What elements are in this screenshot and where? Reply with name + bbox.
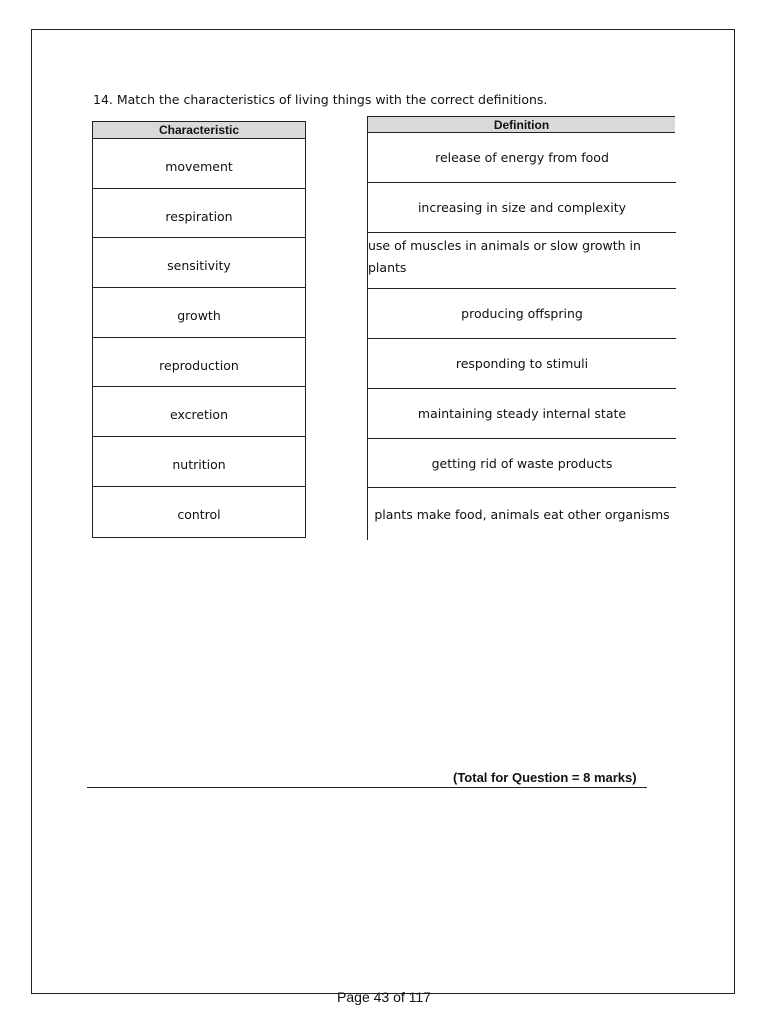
characteristic-cell: nutrition <box>93 437 305 487</box>
characteristic-cell: sensitivity <box>93 238 305 288</box>
definition-cell: maintaining steady internal state <box>368 389 676 439</box>
characteristic-cell: excretion <box>93 387 305 437</box>
characteristic-cell: reproduction <box>93 338 305 388</box>
characteristic-cell: movement <box>93 139 305 189</box>
divider <box>87 787 647 788</box>
characteristic-cell: respiration <box>93 189 305 239</box>
definition-cell: getting rid of waste products <box>368 439 676 488</box>
definition-cell: plants make food, animals eat other organisms <box>374 506 670 522</box>
definition-cell: responding to stimuli <box>368 339 676 389</box>
characteristic-cell: growth <box>93 288 305 338</box>
definition-cell: release of energy from food <box>368 133 676 183</box>
definition-header: Definition <box>368 116 675 133</box>
total-marks: (Total for Question = 8 marks) <box>453 770 637 785</box>
definition-cell: increasing in size and complexity <box>368 183 676 233</box>
definition-table <box>367 116 675 540</box>
definition-cell: use of muscles in animals or slow growth in plants <box>368 233 676 289</box>
characteristic-table <box>92 121 306 538</box>
question-text: 14. Match the characteristics of living things with the correct definitions. <box>93 92 548 107</box>
definition-cell: producing offspring <box>368 289 676 339</box>
characteristic-cell: control <box>177 507 221 523</box>
page-number: Page 43 of 117 <box>337 989 431 1005</box>
characteristic-header: Characteristic <box>93 122 305 139</box>
